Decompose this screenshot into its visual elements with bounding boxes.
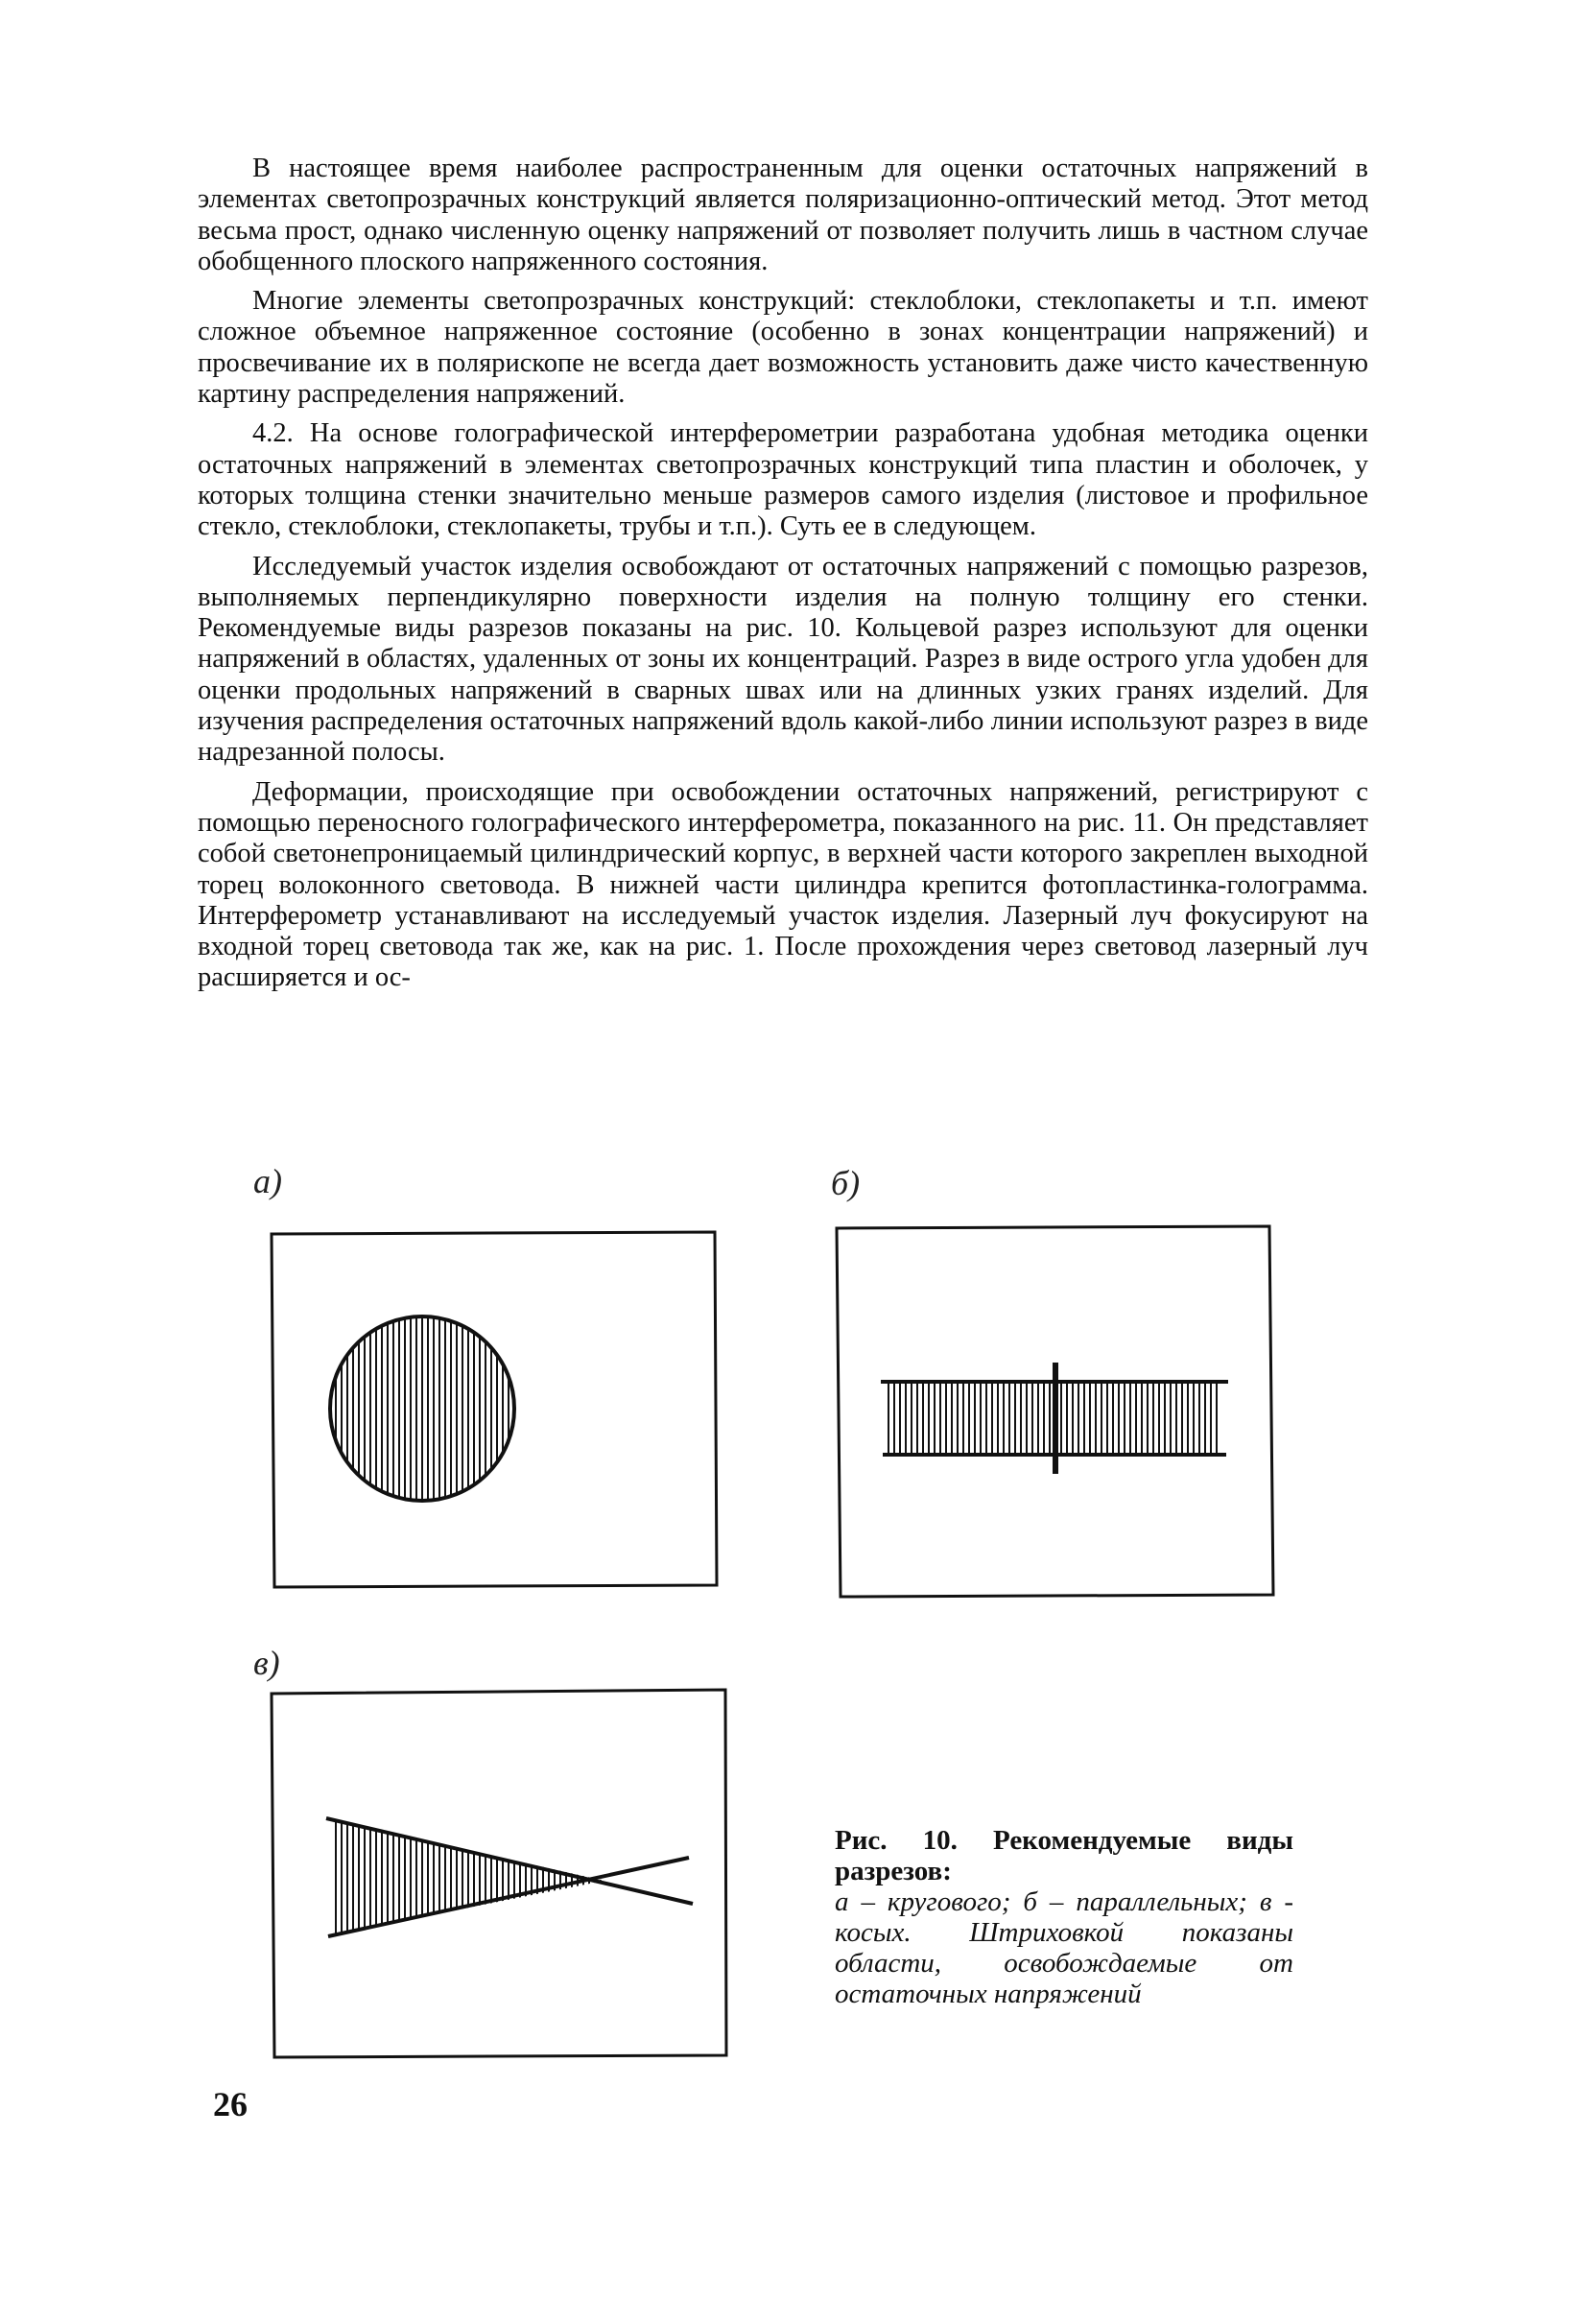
- panel-b-parallel-cuts: [837, 1226, 1273, 1597]
- figure-caption: [835, 1825, 1293, 2009]
- paragraph-3: 4.2. На основе голографической интерферометрии разработана удобная методика оценки остаточных напряжений в элементах светопрозрачных конструкций типа пластин и оболочек, у которых толщина стенки значительно меньше размеров самого изделия (листовое и профильное стекло, стеклоблоки, стеклопакеты, трубы и т.п.). Суть ее в следующем.: [198, 418, 1368, 542]
- paragraph-4: Исследуемый участок изделия освобождают от остаточных напряжений с помощью разрезов, выполняемых перпендикулярно поверхности изделия на полную толщину его стенки. Рекомендуемые виды разрезов показаны на рис. 10. Кольцевой разрез используют для оценки напряжений в областях, удаленных от зоны их концентраций. Разрез в виде острого угла удобен для оценки продольных напряжений в сварных швах или на длинных узких гранях изделий. Для изучения распределения остаточных напряжений вдоль какой-либо линии используют разрез в виде надрезанной полосы.: [198, 551, 1368, 768]
- figure-label-b: б): [831, 1164, 861, 1202]
- panel-c-oblique-cuts: [272, 1690, 726, 2057]
- figure-label-a: а): [253, 1162, 282, 1200]
- figure-label-c: в): [253, 1644, 280, 1682]
- caption-body: а – кругового; б – параллельных; в - косых. Штриховкой показаны области, освобождаемые от остаточных напряжений: [835, 1886, 1293, 2009]
- caption-title: Рис. 10. Рекомендуемые виды разрезов:: [835, 1825, 1293, 1886]
- paragraph-5: Деформации, происходящие при освобождении остаточных напряжений, регистрируют с помощью переносного голографического интерферометра, показанного на рис. 11. Он представляет собой светонепроницаемый цилиндрический корпус, в верхней части которого закреплен выходной торец волоконного световода. В нижней части цилиндра крепится фотопластинка-голограмма. Интерферометр устанавливают на исследуемый участок изделия. Лазерный луч фокусируют на входной торец световода так же, как на рис. 1. После прохождения через световод лазерный луч расширяется и ос-: [198, 776, 1368, 993]
- panel-a-circular-cut: [272, 1232, 717, 1587]
- paragraph-1: В настоящее время наиболее распространенным для оценки остаточных напряжений в элементах светопрозрачных конструкций является поляризационно-оптический метод. Этот метод весьма прост, однако численную оценку напряжений от позволяет получить лишь в частном случае обобщенного плоского напряженного состояния.: [198, 154, 1368, 276]
- page-number: 26: [213, 2085, 248, 2123]
- paragraph-2: Многие элементы светопрозрачных конструкций: стеклоблоки, стеклопакеты и т.п. имеют сложное объемное напряженное состояние (особенно в зонах концентрации напряжений) и просвечивание их в полярископе не всегда дает возможность установить даже чисто качественную картину распределения напряжений.: [198, 286, 1368, 410]
